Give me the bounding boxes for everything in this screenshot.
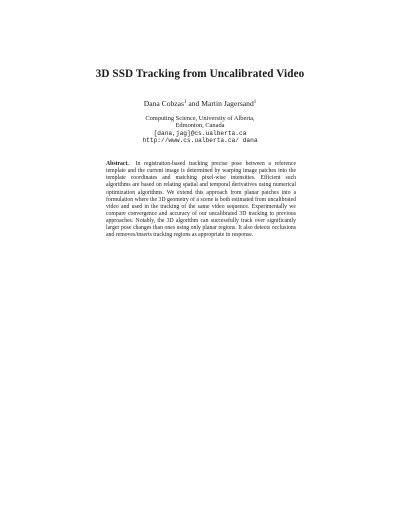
abstract-label: Abstract. xyxy=(106,161,129,167)
affiliation-block xyxy=(0,115,400,144)
author-line xyxy=(0,99,400,108)
abstract xyxy=(106,161,296,239)
paper-title: 3D SSD Tracking from Uncalibrated Video xyxy=(95,68,305,80)
author-email: [dana,jag]@cs.ualberta.ca xyxy=(153,129,247,137)
author-name: Dana Cobzas xyxy=(143,99,184,108)
author-url: http://www.cs.ualberta.ca/ dana xyxy=(142,136,258,144)
author-name: Martin Jagersand xyxy=(201,99,254,108)
affiliation-mark: 1 xyxy=(253,100,257,105)
abstract-text: In registration-based tracking precise pose between a reference template and the current image is determined by warping image patches into the template coordinates and matching pixel-wise intensities. Efficient such algorithms are based on relating spatial and temporal derivatives using numerical optimization algorithms. We extend this approach from planar patches into a formulation where the 3D geometry of a scene is both estimated from uncalibrated video and used in the tracking of the same video sequence. Experimentally we compare convergence and accuracy of our uncalibrated 3D tracking to previous approaches. Notably, the 3D algorithm can successfully track over significantly larger pose changes than ones using only planar regions. It also detects occlusions and removes/inserts tracking regions as appropriate in response. xyxy=(106,161,297,239)
affiliation-institution: Computing Science, University of Alberta, xyxy=(145,115,255,122)
author-conjunction: and xyxy=(186,99,202,108)
affiliation-mark: 1 xyxy=(184,100,187,105)
affiliation-location: Edmonton, Canada xyxy=(175,122,225,130)
